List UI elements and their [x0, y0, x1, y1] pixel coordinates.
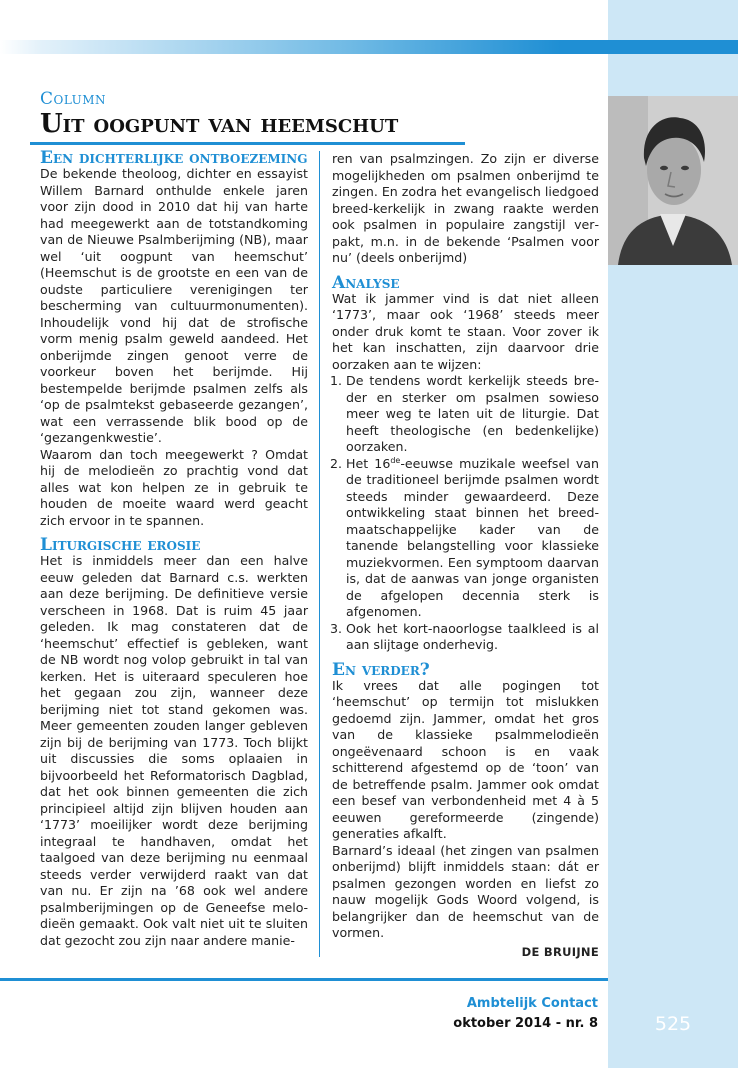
causes-list: [332, 373, 599, 654]
heading-analyse: Analyse: [332, 272, 400, 293]
paragraph: ren van psalmzingen. Zo zijn er diverse mogelijkheden om psalmen onberijmd te zingen. En zodra het evangelisch liedgoed breed-kerkelijk in zwang raakte werden ook psalmen in populaire zangstijl verpakt, m.n. in de bekende ‘Psalmen voor nu’ (deels onberijmd): [332, 151, 599, 265]
list-item: [346, 456, 599, 621]
list-item: 1. De tendens wordt kerkelijk steeds breder en sterker om psalmen sowieso meer weg te laten uit de liturgie. Dat heeft theologische (en bedenkelijke) oorzaken.: [346, 373, 599, 456]
paragraph: Barnard’s ideaal (het zingen van psalmen onberijmd) blijft inmiddels staan: dát er psalmen gezongen worden en liefst zo nauw mogelijk Gods Woord volgend, is belangrijker dan de heemschut van de vormen.: [332, 842, 599, 940]
column-title: Uit oogpunt van heemschut: [40, 109, 399, 139]
column-kicker: Column: [40, 89, 107, 109]
left-column: [40, 150, 308, 949]
list-item-text: Het 16: [346, 455, 391, 471]
bottom-rule: [0, 978, 608, 981]
superscript: de: [390, 455, 401, 465]
page-number: 525: [654, 1013, 692, 1035]
issue-info: oktober 2014 - nr. 8: [453, 1016, 598, 1031]
right-column: [332, 151, 599, 960]
list-item: 3. Ook het kort-naoorlogse taalkleed is al aan slijtage onderhevig.: [346, 621, 599, 654]
paragraph: Het is inmiddels meer dan een halve eeuw geleden dat Barnard c.s. werkten aan deze berijming. De definitieve versie verscheen in 1968. Dat is ruim 45 jaar geleden. Ik mag constateren dat de ‘heemschut’ effectief is gebleken, want de NB wordt nog volop gebruikt in tal van kerken. Het is uiteraard speculeren hoe het gegaan zou zijn, wanneer deze berijming niet tot stand gekomen was. Meer gemeenten zouden langer gebleven zijn bij de berijming van 1773. Toch blijkt uit discussies die soms oplaaien in bijvoorbeeld het Reformatorisch Dagblad, dat het ook binnen gemeenten die zich principieel altijd zijn blijven houden aan ‘1773’ moeilijker wordt deze berijming integraal te handhaven, omdat het taalgoed van deze berijming nu eenmaal steeds verder verwijderd raakt van dat van nu. Er zijn na ’68 ook wel andere psalmberijmingen op de Geneefse melodieën gemaakt. Ook valt niet uit te sluiten dat gezocht zou zijn naar andere manie-: [40, 553, 308, 948]
heading-en-verder: En verder?: [332, 659, 430, 680]
author-photo: [608, 96, 738, 265]
list-item-text: -eeuwse muzikale weefsel van de traditioneel berijmde psalmen wordt steeds minder gewaardeerd. Deze ontwikkeling staat binnen het breedmaatschappelijke kader van de tanende belangstelling voor klassieke muziekvormen. Een symptoom daarvan is, dat de aanwas van jonge organisten de afgelopen decennia sterk is afgenomen.: [346, 455, 600, 619]
title-rule: [30, 142, 465, 145]
magazine-name: Ambtelijk Contact: [466, 996, 598, 1011]
column-divider: [319, 151, 320, 957]
paragraph: Waarom dan toch meegewerkt ? Omdat hij de melodieën zo prachtig vond dat alles wat kon helpen ze in gebruik te houden de moeite waard werd geacht zich ervoor in te spannen.: [40, 446, 308, 528]
author-signature: DE BRUIJNE: [521, 944, 599, 959]
heading-dichterlijke-ontboezeming: Een dichterlijke ontboezeming: [40, 148, 308, 168]
heading-liturgische-erosie: Liturgische erosie: [40, 535, 201, 555]
paragraph: De bekende theoloog, dichter en essayist Willem Barnard onthulde enkele jaren voor zijn dood in 2010 dat hij van harte had meegewerkt aan de totstandkoming van de Nieuwe Psalmberijming (NB), maar wel ‘uit oogpunt van heemschut’ (Heemschut is de grootste en een van de oudste particuliere verenigingen ter bescherming van cultuurmonumenten). Inhoudelijk vond hij dat de strofische vorm menig psalm geweld aandeed. Het onberijmde zingen genoot verre de voorkeur boven het berijmde. Hij bestempelde berijmde psalmen zelfs als ‘op de psalmtekst gebaseerde gezangen’, wat een verrassende blik bood op de ‘gezangenkwestie’.: [40, 166, 308, 445]
top-gradient-bar: [0, 40, 738, 54]
paragraph: Ik vrees dat alle pogingen tot ‘heemschut’ op termijn tot mislukken gedoemd zijn. Jammer, omdat het gros van de klassieke psalmmelodieën ongeëvenaard schoon is en vaak schitterend afgestemd op de ‘toon’ van de betreffende psalm. Jammer ook omdat een besef van verbondenheid met 4 à 5 eeuwen gereformeerde (zingende) generaties afkalft.: [332, 677, 599, 841]
paragraph: Wat ik jammer vind is dat niet alleen ‘1773’, maar ook ‘1968’ steeds meer onder druk komt te staan. Voor zover ik het kan inschatten, zijn daarvoor drie oorzaken aan te wijzen:: [332, 290, 599, 372]
